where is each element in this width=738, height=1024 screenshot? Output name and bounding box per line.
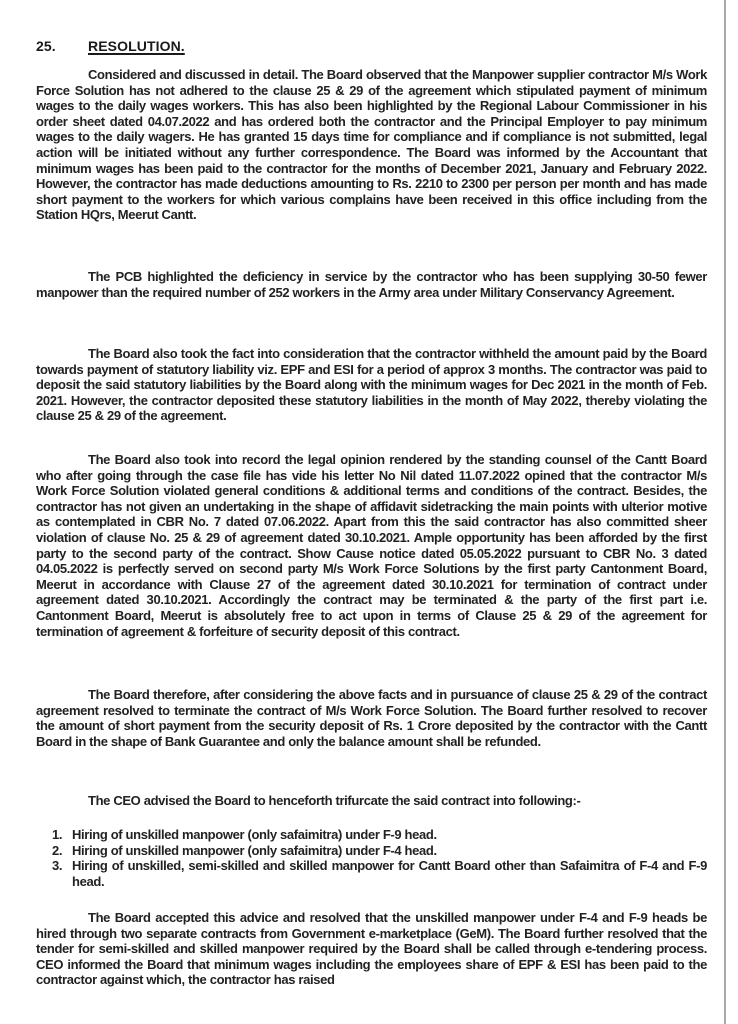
- paragraph-text: The Board also took the fact into consideration that the contractor withheld the amount paid by the Board towards payment of statutory liability viz. EPF and ESI for a period of approx 3 months. The contractor was paid to deposit the said statutory liabilities by the Board along with the minimum wages for Dec 2021 in the month of Feb. 2021. However, the contractor deposited these statutory liabilities in the month of May 2022, thereby violating the clause 25 & 29 of the agreement.: [36, 346, 707, 424]
- numbered-list: [52, 827, 707, 889]
- section-title: RESOLUTION.: [88, 38, 185, 54]
- paragraph-text: The Board also took into record the legal opinion rendered by the standing counsel of the Cantt Board who after going through the case file has vide his letter No Nil dated 11.07.2022 opined that the contractor M/s Work Force Solution violated general conditions & additional terms and conditions of the contract. Besides, the contractor has not given an undertaking in the shape of affidavit sidetracking the main points with ulterior motive as contemplated in CBR No. 7 dated 07.06.2022. Apart from this the said contractor has also committed sheer violation of clause No. 25 & 29 of agreement dated 30.10.2021. Ample opportunity has been afforded by the first party to the second party of the contract. Show Cause notice dated 05.05.2022 pursuant to CBR No. 3 dated 04.05.2022 is perfectly served on second party M/s Work Force Solutions by the first party Cantonment Board, Meerut in accordance with Clause 27 of the agreement dated 30.10.2021 for termination of contract under agreement dated 30.10.2021. Accordingly the contract may be terminated & the party of the first part i.e. Cantonment Board, Meerut is absolutely free to act upon in terms of Clause 25 & 29 of the agreement for termination of agreement & forfeiture of security deposit of this contract.: [36, 452, 707, 639]
- paragraph-2: [36, 269, 707, 300]
- list-item-number: 2.: [52, 842, 63, 858]
- list-item-text: Hiring of unskilled manpower (only safaimitra) under F-9 head.: [72, 827, 437, 842]
- list-intro: The CEO advised the Board to henceforth trifurcate the said contract into following:-: [88, 793, 581, 808]
- paragraph-text: The PCB highlighted the deficiency in service by the contractor who has been supplying 30-50 fewer manpower than the required number of 252 workers in the Army area under Military Conservancy Agreement.: [36, 269, 707, 300]
- paragraph-text: The Board accepted this advice and resolved that the unskilled manpower under F-4 and F-9 heads be hired through two separate contracts from Government e-marketplace (GeM). The Board further resolved that the tender for semi-skilled and skilled manpower required by the Board shall be called through e-tendering process. CEO informed the Board that minimum wages including the employees share of EPF & ESI has been paid to the contractor against which, the contractor has raised: [36, 910, 707, 988]
- list-item: [52, 827, 707, 843]
- paragraph-text: Considered and discussed in detail. The Board observed that the Manpower supplier contractor M/s Work Force Solution has not adhered to the clause 25 & 29 of the agreement which stipulated payment of minimum wages to the daily wages workers. This has also been highlighted by the Regional Labour Commissioner in his order sheet dated 04.07.2022 and has ordered both the contractor and the Principal Employer to pay minimum wages to the daily wagers. He has granted 15 days time for compliance and if compliance is not submitted, legal action will be initiated without any further correspondence. The Board was informed by the Accountant that minimum wages has been paid to the contractor for the months of December 2021, January and February 2022. However, the contractor has made deductions amounting to Rs. 2210 to 2300 per person per month and has made short payment to the workers for which various complains have been received in this office including from the Station HQrs, Meerut Cantt.: [36, 67, 707, 223]
- list-item: [52, 843, 707, 859]
- list-item-number: 1.: [52, 827, 63, 842]
- paragraph-5: [36, 687, 707, 749]
- list-item-text: Hiring of unskilled, semi-skilled and skilled manpower for Cantt Board other than Safaimitra of F-4 and F-9 head.: [72, 858, 707, 889]
- page-edge-rule: [724, 0, 726, 1024]
- paragraph-6: [36, 910, 707, 988]
- paragraph-4: [36, 452, 707, 639]
- section-number: 25.: [36, 38, 56, 54]
- section-heading: [36, 38, 185, 54]
- list-item-number: 3.: [52, 858, 63, 874]
- list-item: [52, 858, 707, 889]
- list-item-text: Hiring of unskilled manpower (only safaimitra) under F-4 head.: [72, 842, 437, 858]
- paragraph-text: The Board therefore, after considering the above facts and in pursuance of clause 25 & 29 of the contract agreement resolved to terminate the contract of M/s Work Force Solution. The Board further resolved to recover the amount of short payment from the security deposit of Rs. 1 Crore deposited by the contractor with the Cantt Board in the shape of Bank Guarantee and only the balance amount shall be refunded.: [36, 687, 707, 749]
- paragraph-3: [36, 346, 707, 424]
- paragraph-1: [36, 67, 707, 223]
